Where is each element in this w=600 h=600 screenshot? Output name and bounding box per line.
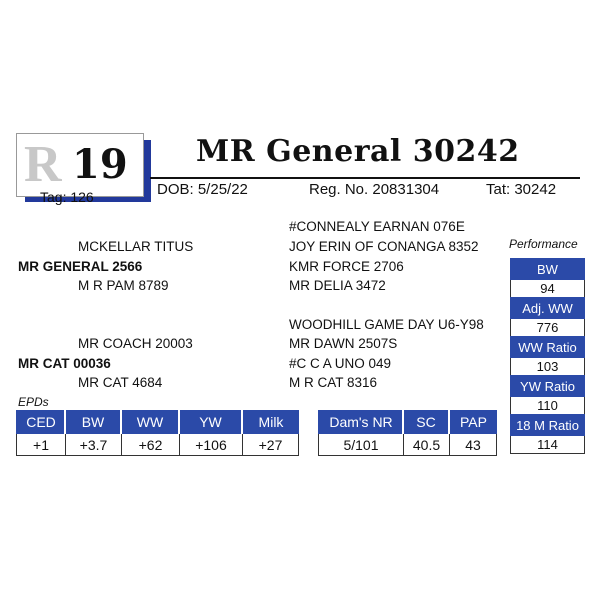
performance-yw-ratio-value: 110: [510, 397, 585, 414]
tattoo: Tat: 30242: [486, 181, 557, 198]
dam-dam: MR CAT 4684: [78, 375, 163, 390]
epd-header-ced: CED: [18, 410, 66, 434]
epd-header-yw: YW: [180, 410, 243, 434]
dam-stats-header-nr: Dam's NR: [320, 410, 404, 434]
dam: MR CAT 00036: [18, 356, 111, 371]
performance-18m-ratio-value: 114: [510, 436, 585, 454]
performance-yw-ratio-label: YW Ratio: [510, 375, 585, 397]
epd-table: [16, 410, 299, 456]
performance-bw-value: 94: [510, 280, 585, 297]
tag-number: Tag: 126: [40, 189, 94, 205]
pedigree-right-8: M R CAT 8316: [289, 375, 378, 390]
pedigree-right-7: #C C A UNO 049: [289, 356, 392, 371]
dam-stats-header-row: [318, 410, 497, 434]
epds-label: EPDs: [18, 395, 49, 409]
dam-stats-value-sc: 40.5: [404, 434, 450, 455]
epd-header-row: [16, 410, 299, 434]
epd-value-ced: +1: [17, 434, 66, 455]
performance-18m-ratio-label: 18 M Ratio: [510, 414, 585, 436]
brand-logo: R: [24, 136, 62, 193]
epd-value-ww: +62: [122, 434, 180, 455]
dob: DOB: 5/25/22: [157, 181, 248, 198]
pedigree-right-1: #CONNEALY EARNAN 076E: [289, 219, 465, 234]
performance-ww-ratio-value: 103: [510, 358, 585, 375]
animal-name: MR General 30242: [196, 134, 520, 169]
performance-bw-label: BW: [510, 258, 585, 280]
lot-number: 19: [72, 141, 128, 188]
performance-adj-ww-label: Adj. WW: [510, 297, 585, 319]
pedigree-right-6: MR DAWN 2507S: [289, 336, 398, 351]
dam-stats-header-pap: PAP: [460, 414, 487, 430]
sire-sire: MCKELLAR TITUS: [78, 239, 194, 254]
performance-adj-ww-value: 776: [510, 319, 585, 336]
performance-label: Performance: [509, 237, 578, 251]
epd-value-milk: +27: [258, 436, 283, 453]
sire: MR GENERAL 2566: [18, 259, 143, 274]
sire-dam: M R PAM 8789: [78, 278, 169, 293]
epd-header-milk: Milk: [258, 414, 284, 430]
dam-stats-value-nr: 5/101: [319, 434, 404, 455]
epd-value-row: [16, 434, 299, 456]
dam-stats-header-sc: SC: [404, 410, 450, 434]
epd-header-ww: WW: [122, 410, 180, 434]
pedigree-right-4: MR DELIA 3472: [289, 278, 386, 293]
performance-panel: [510, 258, 585, 454]
dam-stats-value-pap: 43: [465, 436, 481, 453]
title-rule: [150, 177, 580, 179]
performance-ww-ratio-label: WW Ratio: [510, 336, 585, 358]
dam-sire: MR COACH 20003: [78, 336, 193, 351]
epd-value-yw: +106: [180, 434, 243, 455]
registration-number: Reg. No. 20831304: [309, 181, 440, 198]
dam-stats-table: [318, 410, 497, 456]
pedigree-right-3: KMR FORCE 2706: [289, 259, 404, 274]
epd-header-bw: BW: [66, 410, 122, 434]
pedigree-right-5: WOODHILL GAME DAY U6-Y98: [289, 317, 484, 332]
epd-value-bw: +3.7: [66, 434, 122, 455]
dam-stats-value-row: [318, 434, 497, 456]
pedigree-right-2: JOY ERIN OF CONANGA 8352: [289, 239, 479, 254]
